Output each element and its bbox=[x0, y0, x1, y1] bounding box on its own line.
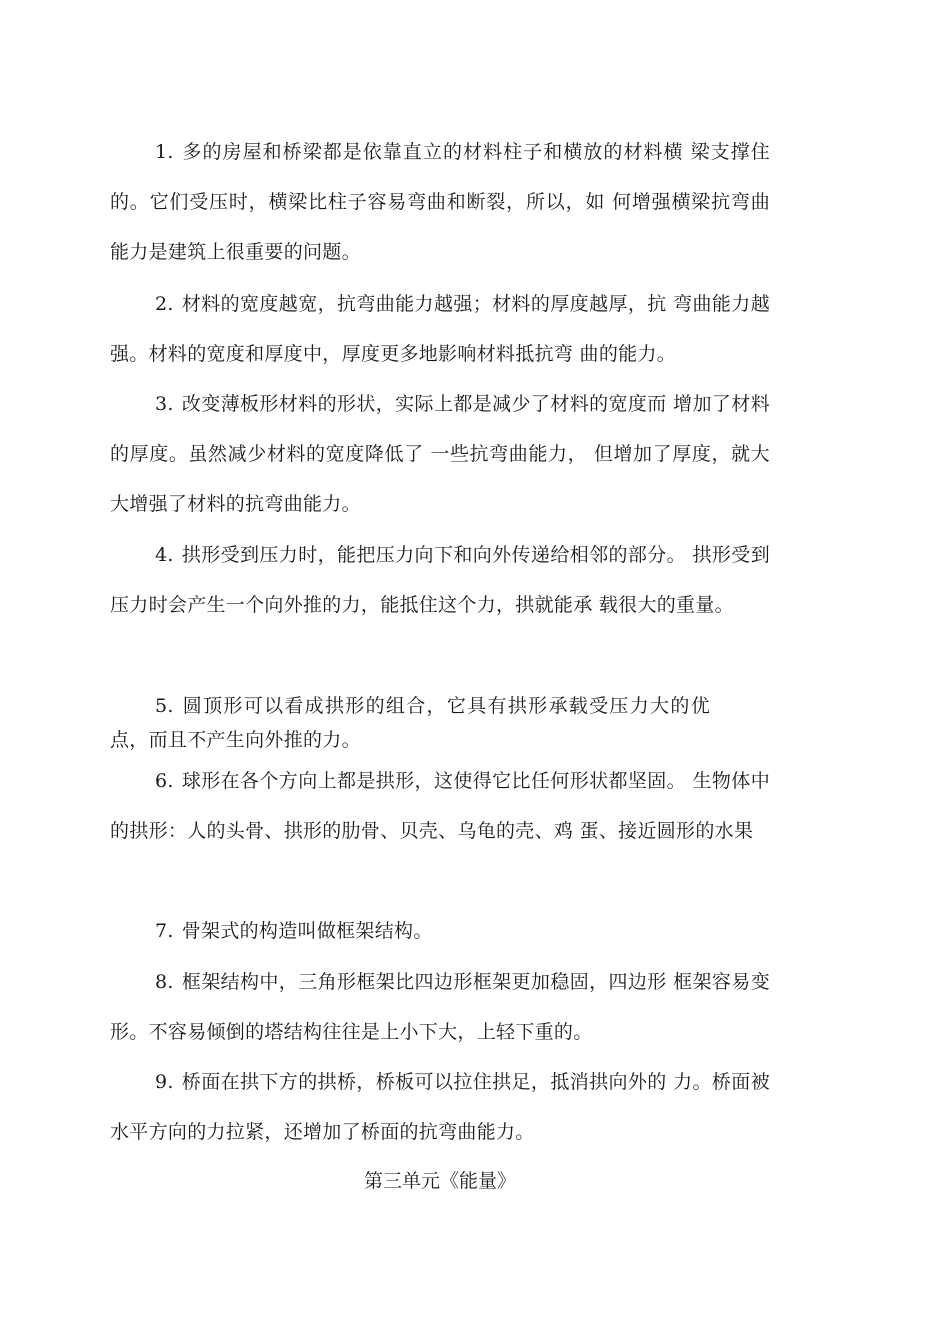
paragraph-6 bbox=[110, 756, 770, 856]
paragraph-number: 5. bbox=[155, 695, 174, 717]
paragraph-number: 4. bbox=[155, 544, 174, 566]
paragraph-text: 圆顶形可以看成拱形的组合，它具有拱形承载受压力大的优点，而且不产生向外推的力。 bbox=[110, 695, 710, 751]
paragraph-5 bbox=[110, 689, 710, 757]
paragraph-3 bbox=[110, 379, 770, 529]
section-heading: 第三单元《能量》 bbox=[363, 1170, 516, 1192]
paragraph-2 bbox=[110, 279, 770, 379]
paragraph-text: 球形在各个方向上都是拱形，这使得它比任何形状都坚固。 生物体中的拱形：人的头骨、拱形的肋骨、贝壳、乌龟的壳、鸡 蛋、接近圆形的水果 bbox=[110, 770, 770, 842]
paragraph-number: 7. bbox=[155, 920, 174, 942]
paragraph-number: 3. bbox=[155, 393, 174, 415]
paragraph-text: 桥面在拱下方的拱桥，桥板可以拉住拱足，抵消拱向外的 力。桥面被水平方向的力拉紧，还增加了桥面的抗弯曲能力。 bbox=[110, 1071, 770, 1143]
paragraph-text: 框架结构中，三角形框架比四边形框架更加稳固，四边形 框架容易变形。不容易倾倒的塔结构往往是上小下大，上轻下重的。 bbox=[110, 971, 770, 1043]
paragraph-number: 1. bbox=[155, 141, 174, 163]
paragraph-text: 多的房屋和桥梁都是依靠直立的材料柱子和横放的材料横 梁支撑住的。它们受压时，横梁比柱子容易弯曲和断裂，所以，如 何增强横梁抗弯曲能力是建筑上很重要的问题。 bbox=[110, 141, 770, 263]
paragraph-7 bbox=[110, 906, 770, 956]
paragraph-8 bbox=[110, 957, 770, 1057]
paragraph-number: 9. bbox=[155, 1071, 174, 1093]
paragraph-text: 拱形受到压力时，能把压力向下和向外传递给相邻的部分。 拱形受到压力时会产生一个向外推的力，能抵住这个力，拱就能承 载很大的重量。 bbox=[110, 544, 770, 616]
paragraph-9 bbox=[110, 1057, 770, 1157]
paragraph-number: 6. bbox=[155, 770, 174, 792]
paragraph-text: 材料的宽度越宽，抗弯曲能力越强；材料的厚度越厚，抗 弯曲能力越强。材料的宽度和厚度中，厚度更多地影响材料抵抗弯 曲的能力。 bbox=[110, 293, 770, 365]
paragraph-number: 8. bbox=[155, 971, 174, 993]
paragraph-text: 改变薄板形材料的形状，实际上都是减少了材料的宽度而 增加了材料的厚度。虽然减少材料的宽度降低了 一些抗弯曲能力， 但增加了厚度，就大大增强了材料的抗弯曲能力。 bbox=[110, 393, 770, 515]
paragraph-text: 骨架式的构造叫做框架结构。 bbox=[181, 920, 433, 942]
paragraph-1 bbox=[110, 127, 770, 277]
paragraph-number: 2. bbox=[155, 293, 174, 315]
paragraph-4 bbox=[110, 530, 770, 630]
